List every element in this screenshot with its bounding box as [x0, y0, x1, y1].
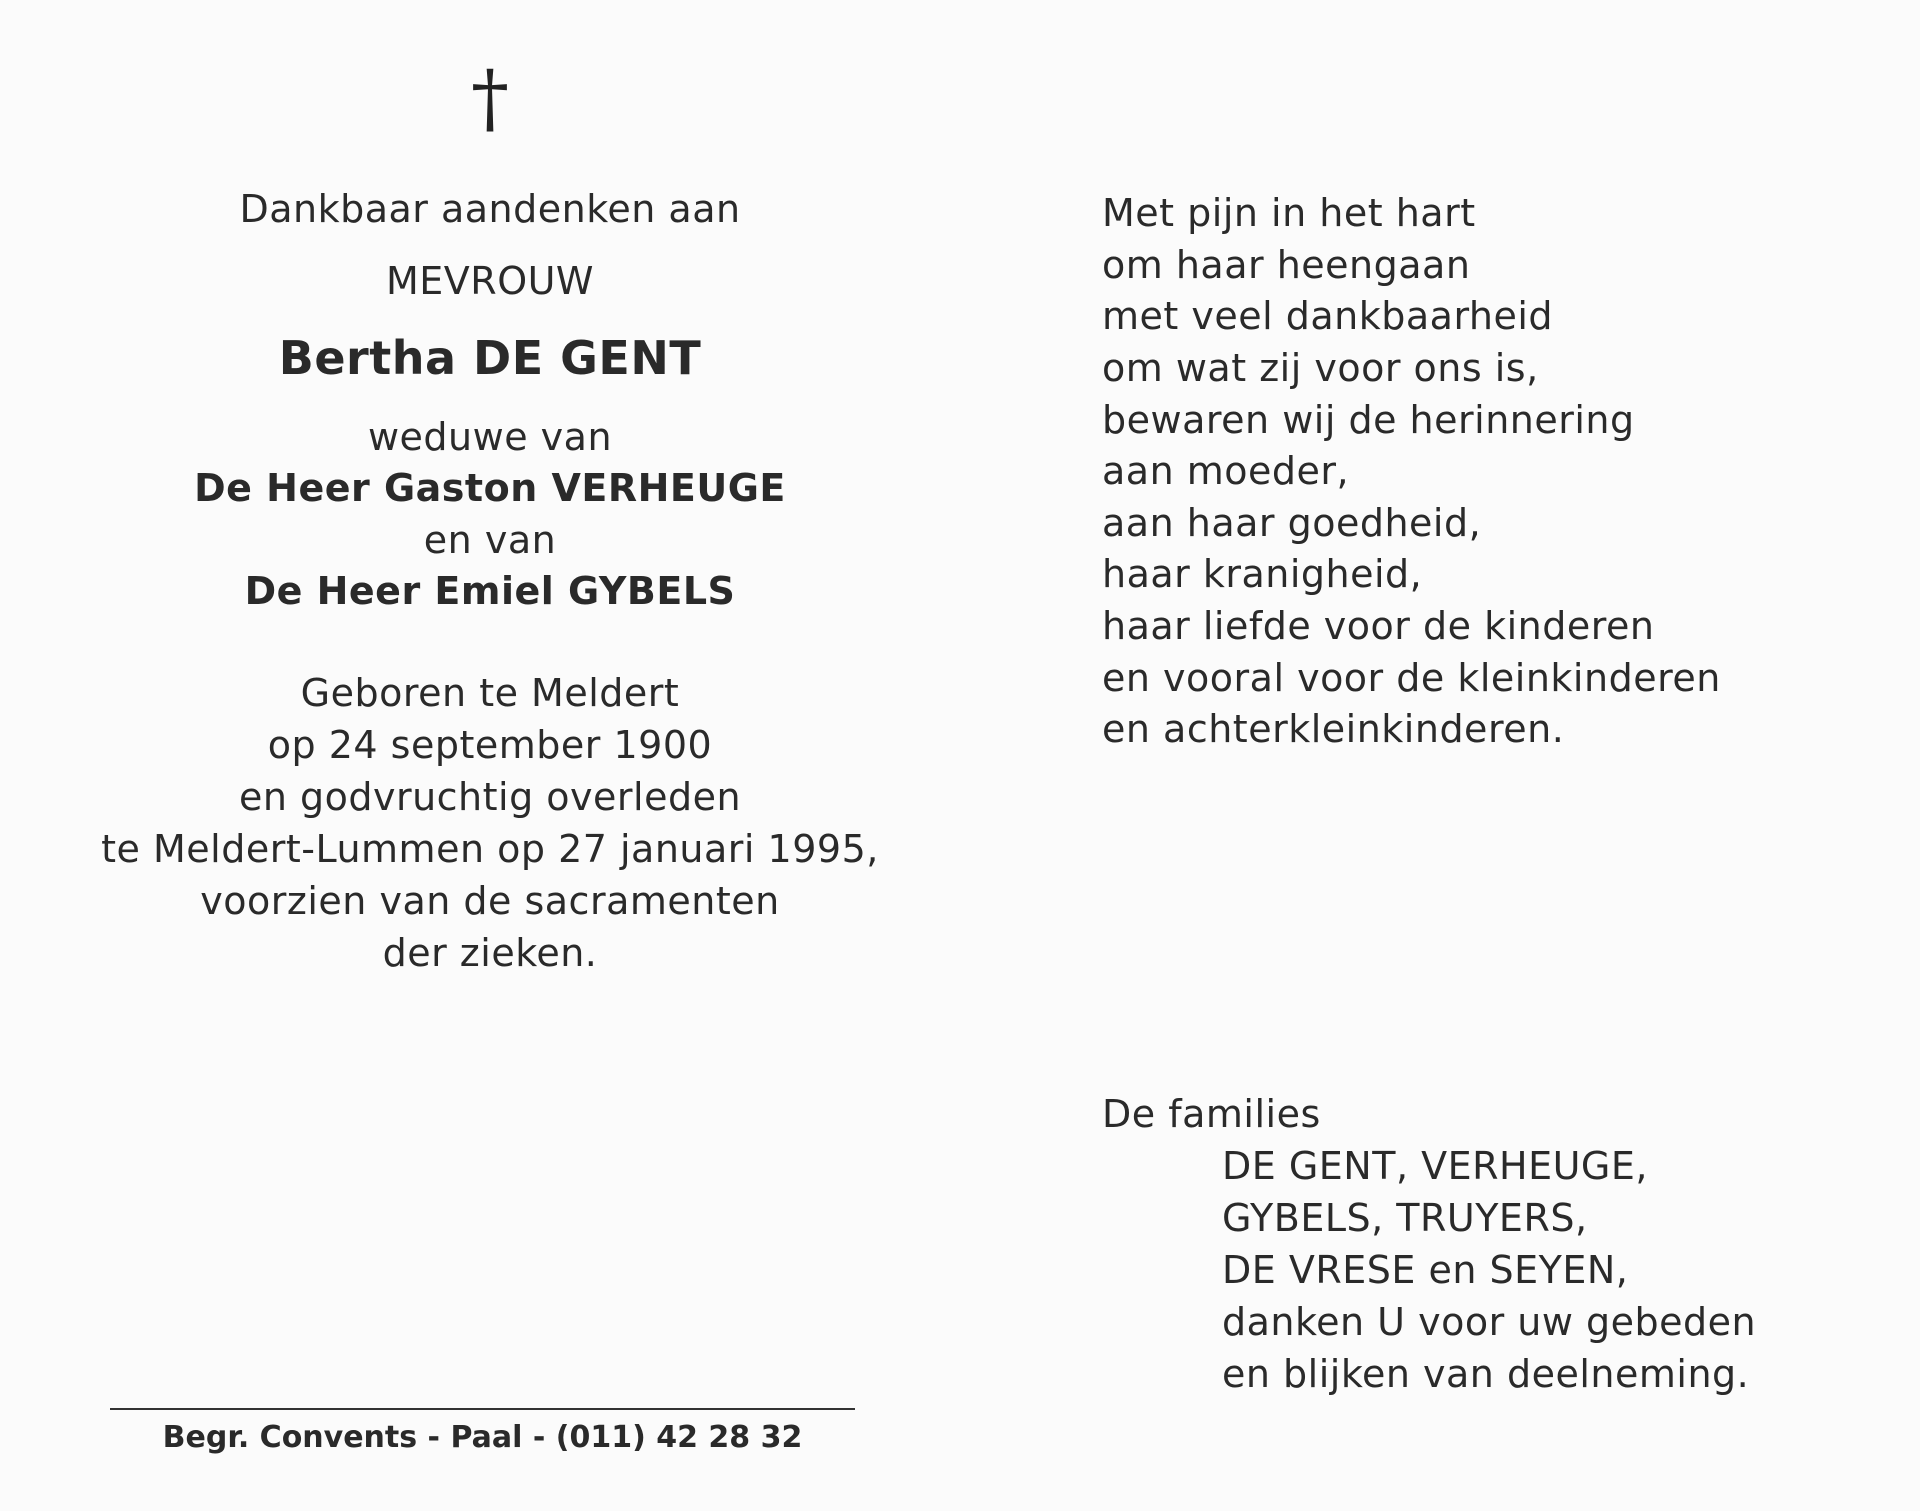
birth-date: op 24 september 1900	[267, 723, 713, 767]
sick-line: der zieken.	[382, 931, 598, 975]
undertaker-footer: Begr. Convents - Paal - (011) 42 28 32	[162, 1420, 803, 1455]
poem-line: en achterkleinkinderen.	[1102, 707, 1565, 751]
poem-line: om haar heengaan	[1102, 243, 1471, 287]
thanks-line: danken U voor uw gebeden	[1222, 1300, 1757, 1344]
poem-line: bewaren wij de herinnering	[1102, 398, 1635, 442]
poem-line: met veel dankbaarheid	[1102, 294, 1554, 338]
families-intro: De families	[1102, 1092, 1321, 1136]
poem-line: haar kranigheid,	[1102, 552, 1423, 596]
poem-line: om wat zij voor ons is,	[1102, 346, 1539, 390]
deceased-name: Bertha DE GENT	[278, 331, 702, 385]
spouse-1: De Heer Gaston VERHEUGE	[194, 466, 786, 510]
poem-line: Met pijn in het hart	[1102, 191, 1476, 235]
poem-line: haar liefde voor de kinderen	[1102, 604, 1655, 648]
family-line: DE GENT, VERHEUGE,	[1222, 1144, 1648, 1188]
poem-line: aan haar goedheid,	[1102, 501, 1482, 545]
death-place-date: te Meldert-Lummen op 27 januari 1995,	[101, 827, 879, 871]
family-line: DE VRESE en SEYEN,	[1222, 1248, 1629, 1292]
family-line: GYBELS, TRUYERS,	[1222, 1196, 1588, 1240]
footer-divider	[110, 1408, 855, 1410]
birth-place: Geboren te Meldert	[300, 671, 680, 715]
thanks-line: en blijken van deelneming.	[1222, 1352, 1750, 1396]
title-line: MEVROUW	[386, 259, 594, 303]
spouse-2: De Heer Emiel GYBELS	[244, 569, 736, 613]
widow-of-line: weduwe van	[367, 415, 613, 459]
poem-line: en vooral voor de kleinkinderen	[1102, 656, 1721, 700]
poem-line: aan moeder,	[1102, 449, 1350, 493]
and-of-line: en van	[423, 518, 557, 562]
sacraments-line: voorzien van de sacramenten	[200, 879, 780, 923]
cross-icon: †	[471, 53, 509, 142]
dedication-line: Dankbaar aandenken aan	[239, 187, 741, 231]
death-line: en godvruchtig overleden	[238, 775, 742, 819]
